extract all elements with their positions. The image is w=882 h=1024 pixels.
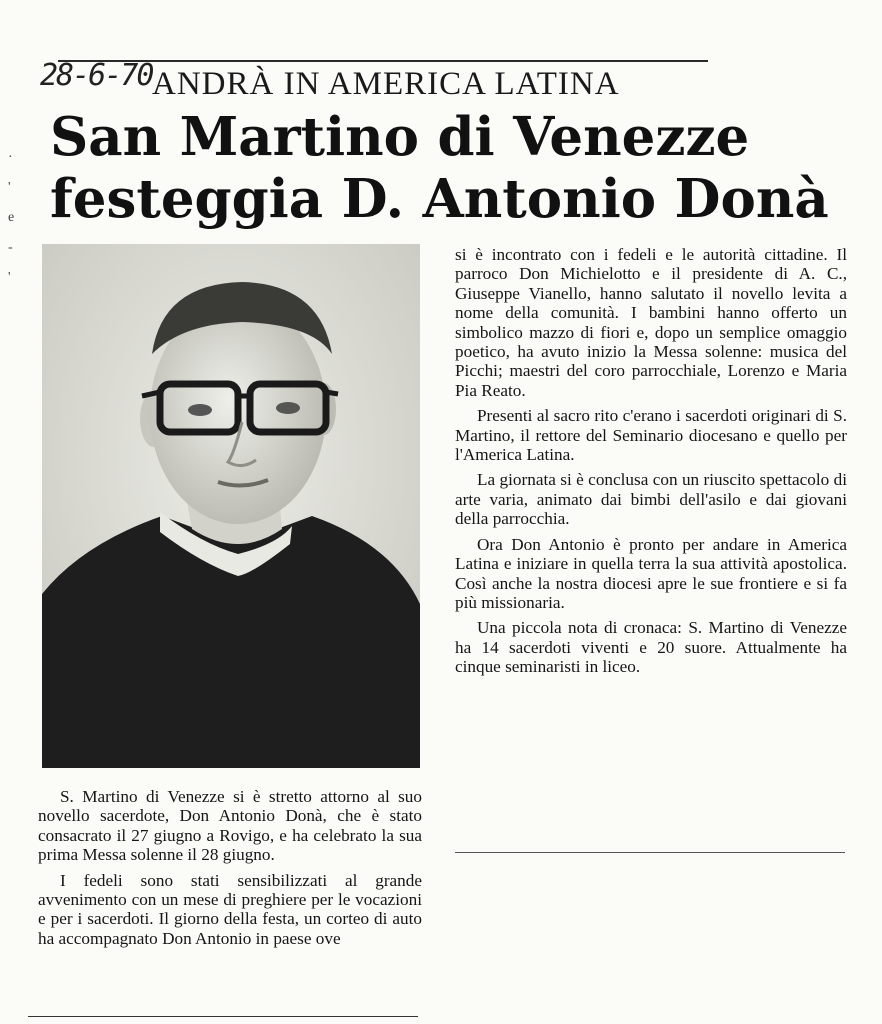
top-rule	[58, 60, 708, 62]
portrait-photo-icon	[42, 244, 420, 768]
right-paragraph-4: Ora Don Antonio è pronto per andare in America Latina e iniziare in quella terra la sua attività apostolica. Così anche la nostra diocesi apre le sue frontiere e si fa più missionaria.	[455, 534, 847, 612]
right-paragraph-5: Una piccola nota di cronaca: S. Martino di Venezze ha 14 sacerdoti viventi e 20 suore. Attualmente ha cinque seminaristi in liceo.	[455, 618, 847, 677]
right-paragraph-2: Presenti al sacro rito c'erano i sacerdoti originari di S. Martino, il rettore del Seminario diocesano e quello per l'America Latina.	[455, 406, 847, 465]
left-column	[38, 787, 422, 954]
left-paragraph-1: S. Martino di Venezze si è stretto attorno al suo novello sacerdote, Don Antonio Donà, che è stato consacrato il 27 giugno a Rovigo, e ha celebrato la sua prima Messa solenne il 28 giugno.	[38, 787, 422, 865]
left-bottom-rule	[28, 1016, 418, 1017]
headline-line-2: festeggia D. Antonio Donà	[50, 168, 829, 230]
left-paragraph-2: I fedeli sono stati sensibilizzati al grande avvenimento con un mese di preghiere per le vocazioni e per i sacerdoti. Il giorno della festa, un corteo di auto ha accompagnato Don Antonio in paese ove	[38, 870, 422, 948]
kicker-heading: ANDRÀ IN AMERICA LATINA	[152, 66, 620, 102]
margin-marks: · ' e - '	[8, 150, 15, 285]
right-bottom-rule	[455, 852, 845, 853]
right-paragraph-1: si è incontrato con i fedeli e le autorità cittadine. Il parroco Don Michielotto e il presidente di A. C., Giuseppe Vianello, hanno salutato il novello levita a nome della comunità. I bambini hanno offerto un simbolico mazzo di fiori e, dopo un semplice omaggio poetico, ha avuto inizio la Messa solenne: musica del Picchi; maestri del coro parrocchiale, Lorenzo e Maria Pia Reato.	[455, 245, 847, 400]
headline-line-1: San Martino di Venezze	[50, 106, 750, 168]
right-column	[455, 245, 847, 683]
portrait-photo	[42, 244, 420, 768]
right-paragraph-3: La giornata si è conclusa con un riuscito spettacolo di arte varia, animato dai bimbi dell'asilo e dai giovani della parrocchia.	[455, 470, 847, 529]
headline	[50, 106, 850, 230]
handwritten-date: 28-6-70	[40, 58, 153, 93]
